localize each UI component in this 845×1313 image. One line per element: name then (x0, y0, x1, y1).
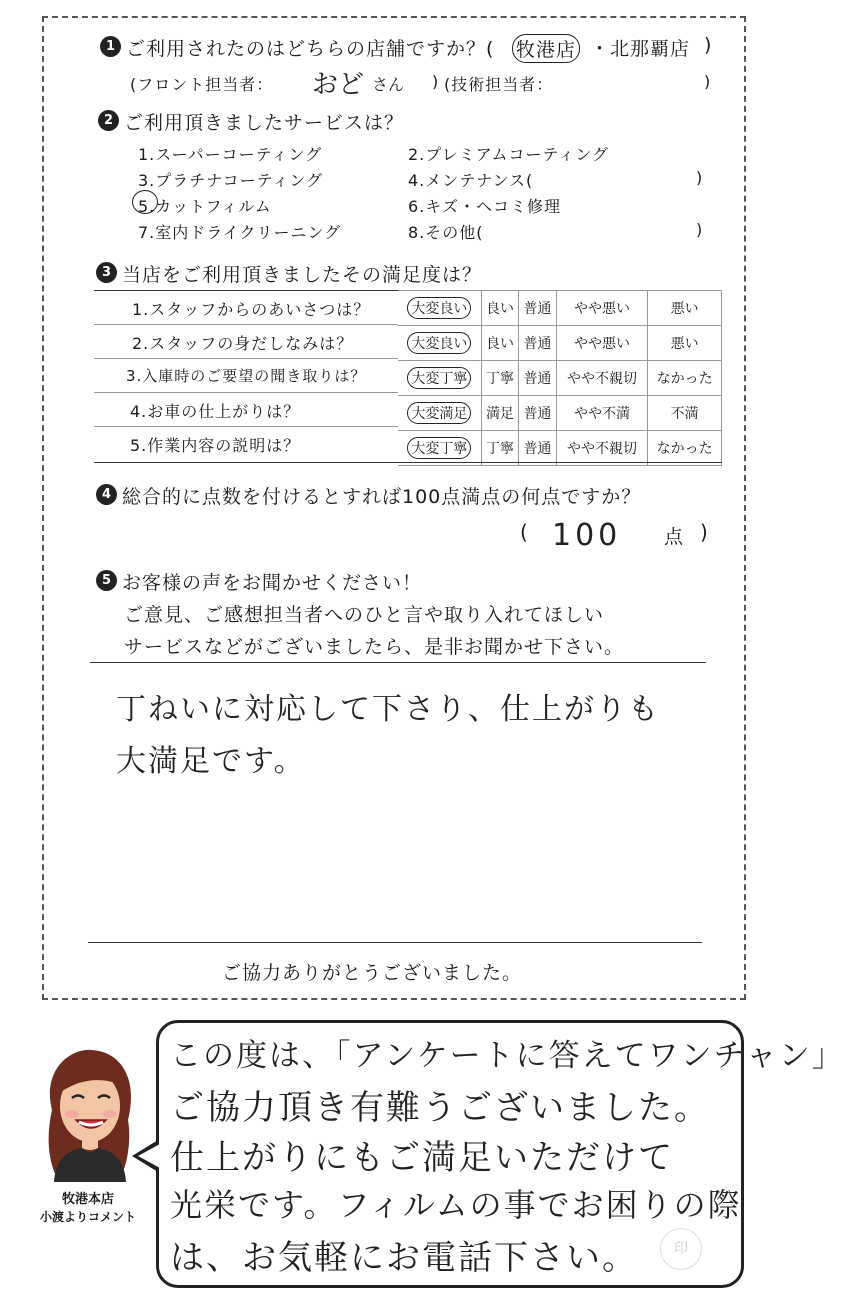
rating-option-selected: 大変満足 (398, 396, 481, 431)
rating-option: 良い (481, 326, 518, 361)
thank-you-message: ご協力ありがとうございました。 (222, 962, 523, 984)
q2-number-badge: 2 (98, 110, 119, 131)
rating-option: なかった (648, 431, 722, 466)
rating-option-selected: 大変丁寧 (398, 431, 481, 466)
q5-instruction-line2: サービスなどがございましたら、是非お聞かせ下さい。 (124, 636, 625, 658)
rating-option: やや不満 (556, 396, 648, 431)
rating-question-2: 2.スタッフの身だしなみは？ (132, 334, 354, 353)
rating-option-selected: 大変丁寧 (398, 361, 481, 396)
comment-line-4: 光栄です。フィルムの事でお困りの際 (170, 1186, 742, 1224)
rating-option: 普通 (519, 396, 556, 431)
service-item-3: 3.プラチナコーティング (138, 171, 324, 190)
q4-question: 総合的に点数を付けるとすれば100点満点の何点ですか？ (122, 486, 642, 508)
q1-store-selected (512, 34, 580, 63)
table-row (398, 326, 722, 361)
rating-option: 悪い (648, 326, 722, 361)
rating-option: なかった (648, 361, 722, 396)
staff-avatar (36, 1044, 140, 1182)
q1-close-paren: ) (704, 34, 713, 56)
comment-line-1: この度は、「アンケートに答えてワンチャン」 (170, 1038, 845, 1074)
rating-option: 良い (481, 291, 518, 326)
divider (88, 942, 702, 943)
comment-line-2: ご協力頂き有難うございました。 (170, 1088, 710, 1128)
q1-store-other: 北那覇店 (610, 38, 691, 60)
rating-option: 不満 (648, 396, 722, 431)
q1-front-suffix: さん (372, 75, 405, 94)
divider (90, 662, 706, 663)
divider (94, 392, 398, 393)
service-item-7: 7.室内ドライクリーニング (138, 223, 342, 242)
rating-option: 丁寧 (481, 361, 518, 396)
score-close-paren: ) (700, 520, 708, 544)
rating-option: 悪い (648, 291, 722, 326)
divider (94, 324, 398, 325)
service-item-6: 6.キズ・ヘコミ修理 (408, 197, 561, 216)
q1-front-label: (フロント担当者： (130, 75, 274, 94)
rating-option: 普通 (519, 291, 556, 326)
staff-store-label: 牧港本店 (61, 1192, 114, 1207)
q3-question: 当店をご利用頂きましたその満足度は？ (122, 264, 483, 286)
rating-question-4: 4.お車の仕上がりは？ (130, 402, 301, 421)
q1-number-badge: 1 (100, 36, 121, 57)
comment-line-5: は、お気軽にお電話下さい。 (170, 1238, 638, 1278)
staff-comment-label: 小渡よりコメント (39, 1210, 136, 1224)
rating-table (398, 290, 722, 466)
service-item-4: 4.メンテナンス( (408, 171, 534, 190)
rating-option: 普通 (519, 361, 556, 396)
rating-option: 普通 (519, 326, 556, 361)
rating-option: やや悪い (556, 326, 648, 361)
table-row (398, 291, 722, 326)
q5-instruction-line1: ご意見、ご感想担当者へのひと言や取り入れてほしい (124, 604, 605, 626)
q5-question: お客様の声をお聞かせください！ (122, 572, 423, 594)
divider (94, 426, 398, 427)
rating-option: 普通 (519, 431, 556, 466)
q2-question: ご利用頂きましたサービスは？ (124, 112, 405, 134)
q5-number-badge: 5 (96, 570, 117, 591)
customer-answer-line2: 大満足です。 (116, 744, 306, 779)
service-item-5: 5.カットフィルム (138, 197, 272, 216)
q1-tech-label: (技術担当者： (444, 75, 554, 94)
service-item-2: 2.プレミアムコーティング (408, 145, 609, 164)
speech-bubble-tail-inner (138, 1144, 160, 1168)
score-value: 100 (552, 518, 622, 553)
seal-stamp-icon: 印 (660, 1228, 702, 1270)
q1-front-close: ) (432, 72, 440, 91)
rating-option-selected: 大変良い (398, 326, 481, 361)
q1-tech-close: ) (704, 72, 712, 91)
table-row (398, 361, 722, 396)
rating-option-selected: 大変良い (398, 291, 481, 326)
rating-option: やや悪い (556, 291, 648, 326)
q4-number-badge: 4 (96, 484, 117, 505)
rating-question-3: 3.入庫時のご要望の聞き取りは？ (126, 367, 367, 385)
rating-question-1: 1.スタッフからのあいさつは？ (132, 300, 371, 319)
service-item-4-close-paren: ) (696, 168, 704, 187)
selected-circle-mark: 牧港店 (512, 34, 580, 63)
divider (94, 358, 398, 359)
q1-store-separator: ・ (590, 38, 611, 60)
rating-option: やや不親切 (556, 361, 648, 396)
rating-option: 丁寧 (481, 431, 518, 466)
service-item-8-close-paren: ) (696, 220, 704, 239)
rating-question-5: 5.作業内容の説明は？ (130, 436, 301, 455)
service-item-8: 8.その他( (408, 223, 484, 242)
score-unit: 点 (664, 526, 685, 548)
table-row (398, 396, 722, 431)
rating-option: やや不親切 (556, 431, 648, 466)
rating-option: 満足 (481, 396, 518, 431)
table-row (398, 431, 722, 466)
customer-answer-line1: 丁ねいに対応して下さり、仕上がりも (116, 692, 660, 727)
score-open-paren: ( (520, 520, 528, 544)
q1-question: ご利用されたのはどちらの店舗ですか？( (126, 38, 495, 60)
service-item-1: 1.スーパーコーティング (138, 145, 323, 164)
q3-number-badge: 3 (96, 262, 117, 283)
q1-front-value: おど (312, 70, 365, 100)
comment-line-3: 仕上がりにもご満足いただけて (170, 1138, 674, 1178)
divider (94, 462, 722, 463)
